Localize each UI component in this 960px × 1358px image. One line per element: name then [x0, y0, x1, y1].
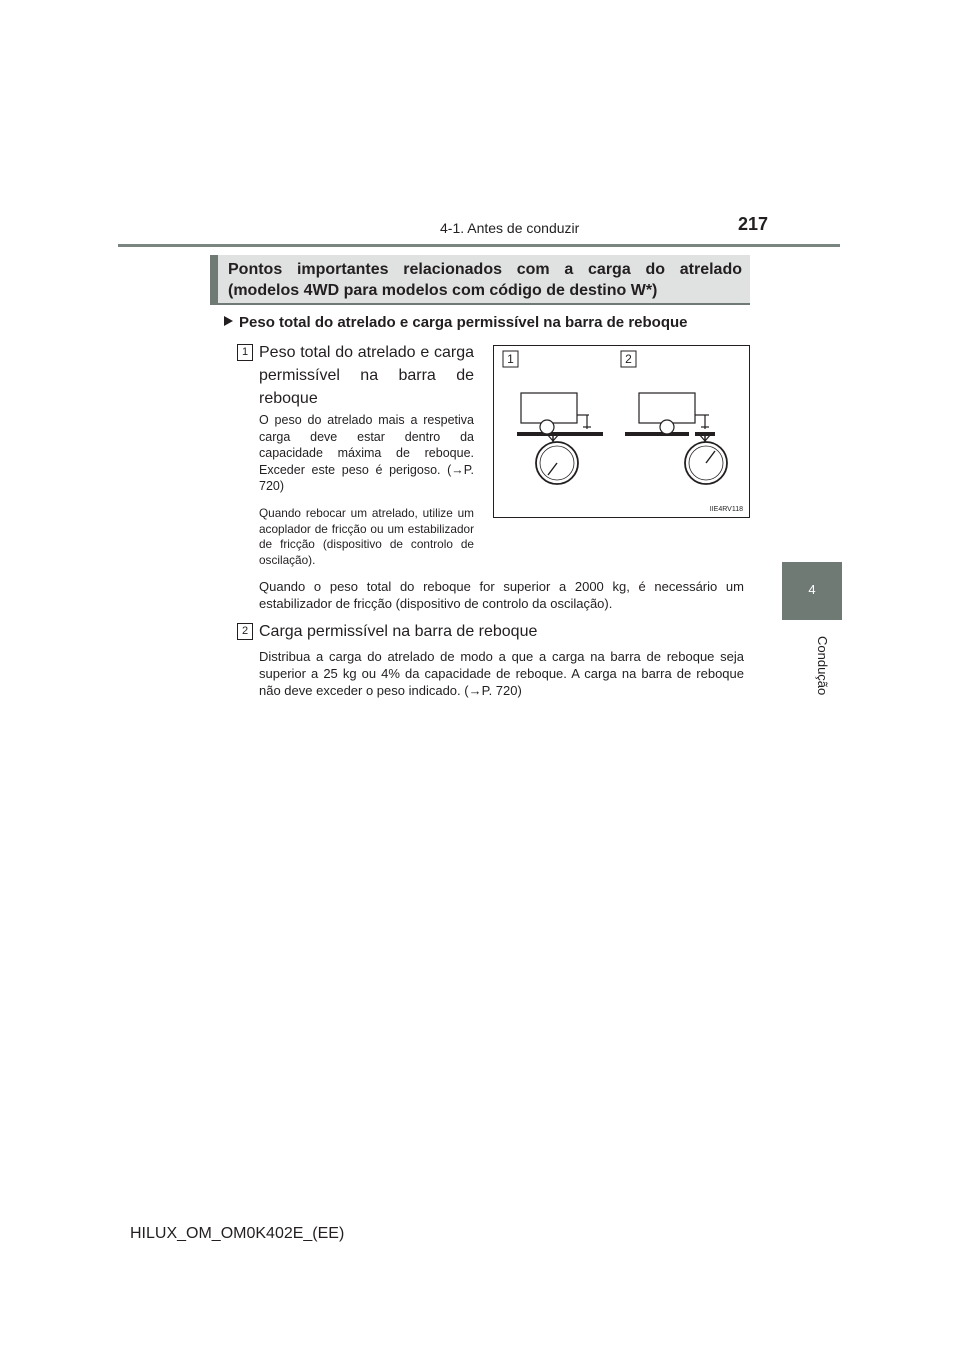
trailer-scale-illustration	[493, 345, 750, 518]
triangle-bullet-icon	[224, 316, 233, 326]
item-number-1: 1	[237, 344, 253, 361]
section-heading: Pontos importantes relacionados com a carga do atrelado (modelos 4WD para modelos com código de destino W*)	[228, 261, 742, 299]
item1-paragraph-2: Quando rebocar um atrelado, utilize um acoplador de fricção ou um estabilizador de fricção (dispositivo de controlo de oscilação).	[259, 506, 474, 567]
item-number-2: 2	[237, 623, 253, 640]
subheading	[224, 314, 754, 331]
item2-heading: Carga permissível na barra de reboque	[259, 623, 538, 640]
page-number: 217	[737, 214, 768, 234]
chapter-title: Condução	[815, 636, 830, 696]
callout-2: 2	[625, 352, 632, 366]
item1-heading: Peso total do atrelado e carga permissível na barra de reboque	[259, 344, 474, 407]
item2-paragraph: Distribua a carga do atrelado de modo a que a carga na barra de reboque seja superior a 25 kg ou 4% da capacidade de reboque. A carga na barra de reboque não deve exceder o peso indicado. (→P. 720)	[259, 649, 744, 698]
subheading-text: Peso total do atrelado e carga permissível na barra de reboque	[239, 314, 688, 331]
document-code-footer: HILUX_OM_OM0K402E_(EE)	[130, 1225, 345, 1242]
item1-paragraph-1: O peso do atrelado mais a respetiva carga deve estar dentro da capacidade máxima de reboque. Exceder este peso é perigoso. (→P. 720)	[259, 413, 474, 493]
section-heading-box	[210, 255, 750, 305]
callout-1: 1	[507, 352, 514, 366]
chapter-number: 4	[808, 582, 816, 597]
header-rule	[118, 244, 840, 247]
trailer-weight-figure	[493, 345, 750, 518]
item1-paragraph-3: Quando o peso total do reboque for superior a 2000 kg, é necessário um estabilizador de fricção (dispositivo de controlo da oscilação).	[259, 579, 744, 611]
chapter-tab	[782, 562, 842, 620]
section-title: 4-1. Antes de conduzir	[440, 220, 580, 236]
figure-code: IIE4RV118	[709, 506, 743, 513]
